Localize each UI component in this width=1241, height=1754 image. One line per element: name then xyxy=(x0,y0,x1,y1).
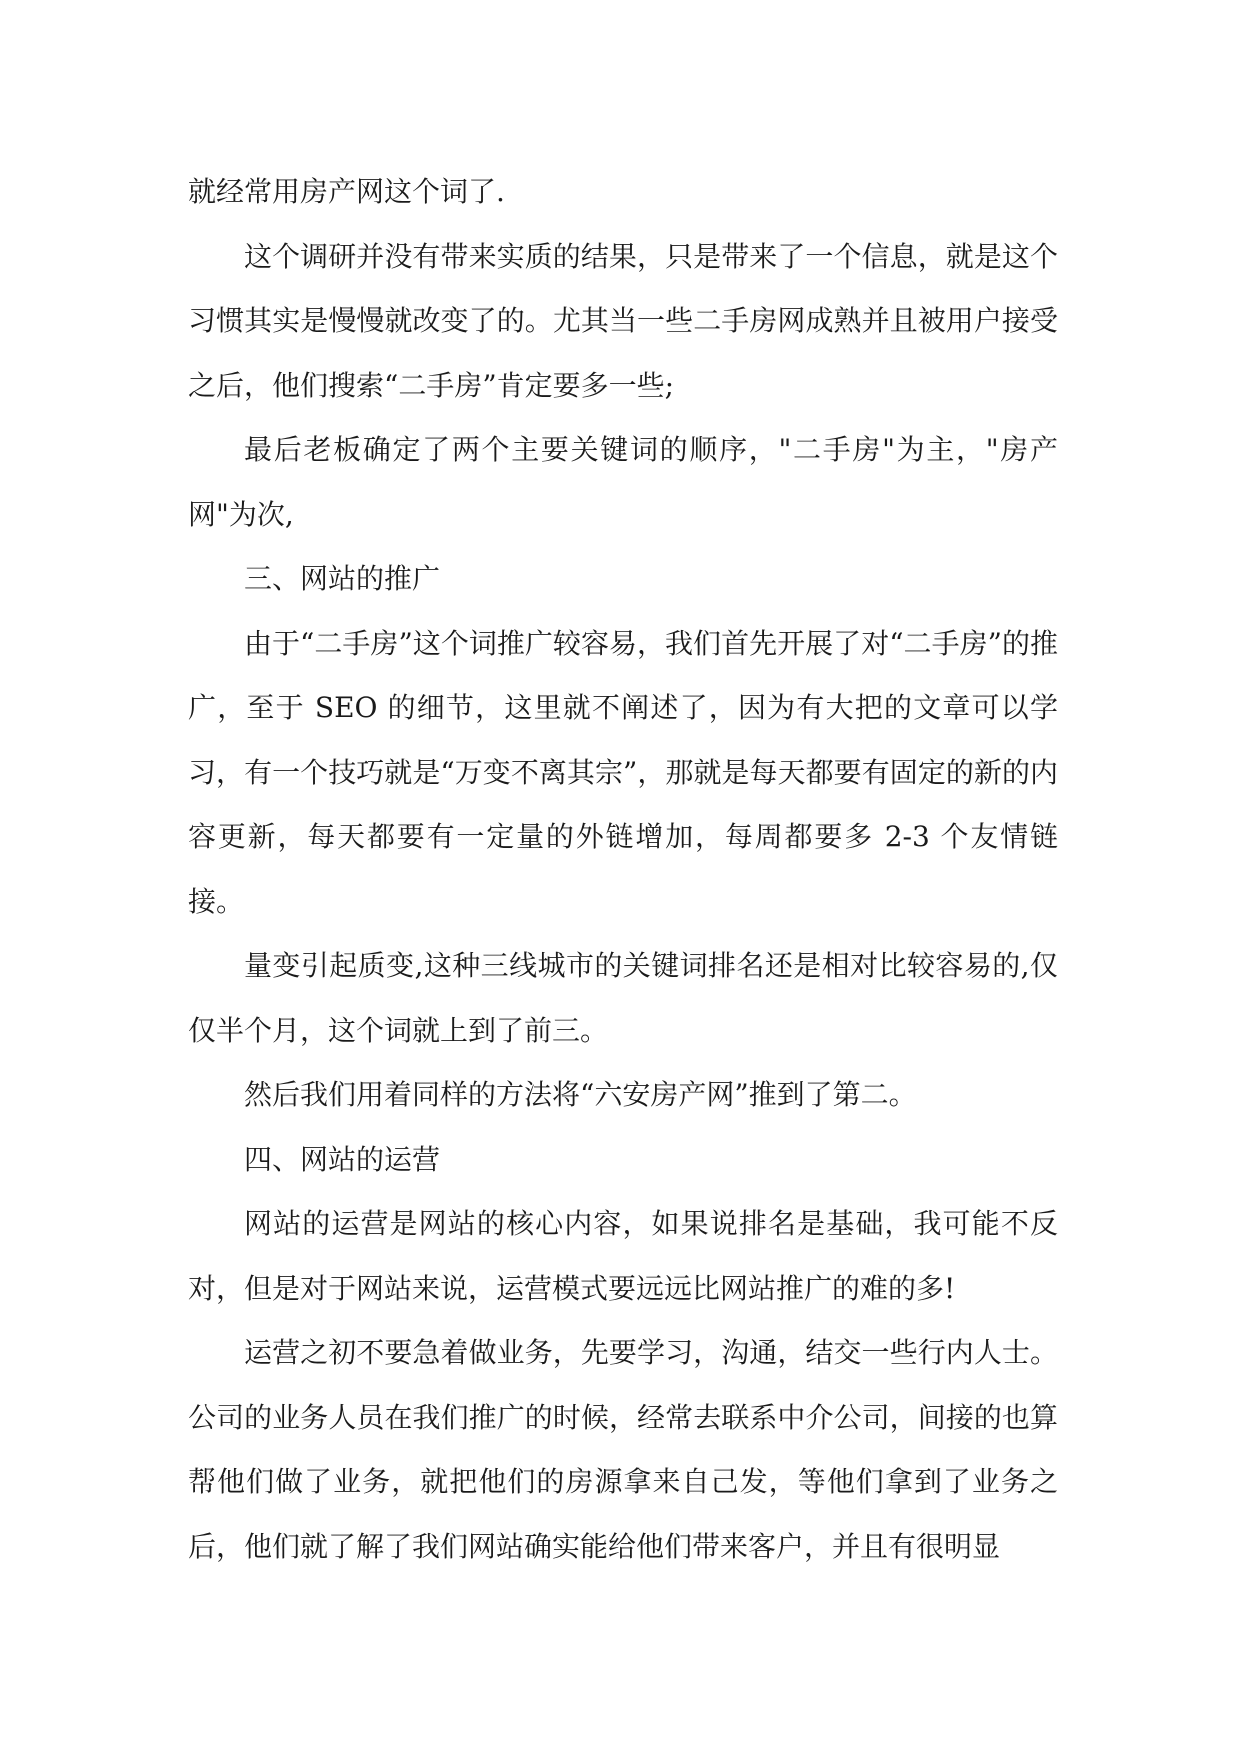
document-body xyxy=(188,160,1058,1579)
paragraph-2: 这个调研并没有带来实质的结果，只是带来了一个信息，就是这个习惯其实是慢慢就改变了的。尤其当一些二手房网成熟并且被用户接受之后，他们搜索“二手房”肯定要多一些; xyxy=(188,239,1058,402)
paragraph-1: 就经常用房产网这个词了. xyxy=(188,175,505,208)
paragraph-7: 然后我们用着同样的方法将“六安房产网”推到了第二。 xyxy=(244,1078,917,1111)
section-heading-operation: 四、网站的运营 xyxy=(244,1142,441,1176)
paragraph-10: 运营之初不要急着做业务，先要学习，沟通，结交一些行内人士。公司的业务人员在我们推广的时候，经常去联系中介公司，间接的也算帮他们做了业务，就把他们的房源拿来自己发，等他们拿到了业务之后，他们就了解了我们网站确实能给他们带来客户，并且有很明显 xyxy=(188,1336,1058,1563)
paragraph-9: 网站的运营是网站的核心内容，如果说排名是基础，我可能不反对，但是对于网站来说，运营模式要远远比网站推广的难的多! xyxy=(188,1207,1058,1305)
paragraph-6: 量变引起质变,这种三线城市的关键词排名还是相对比较容易的,仅仅半个月，这个词就上到了前三。 xyxy=(188,949,1058,1047)
paragraph-5: 由于“二手房”这个词推广较容易，我们首先开展了对“二手房”的推广，至于 SEO 的细节，这里就不阐述了，因为有大把的文章可以学习，有一个技巧就是“万变不离其宗”，那就是每天都要有固定的新的内容更新，每天都要有一定量的外链增加，每周都要多 2-3 个友情链接。 xyxy=(188,626,1058,918)
paragraph-3: 最后老板确定了两个主要关键词的顺序，"二手房"为主，"房产网"为次, xyxy=(188,433,1058,531)
section-heading-promotion: 三、网站的推广 xyxy=(244,562,441,595)
